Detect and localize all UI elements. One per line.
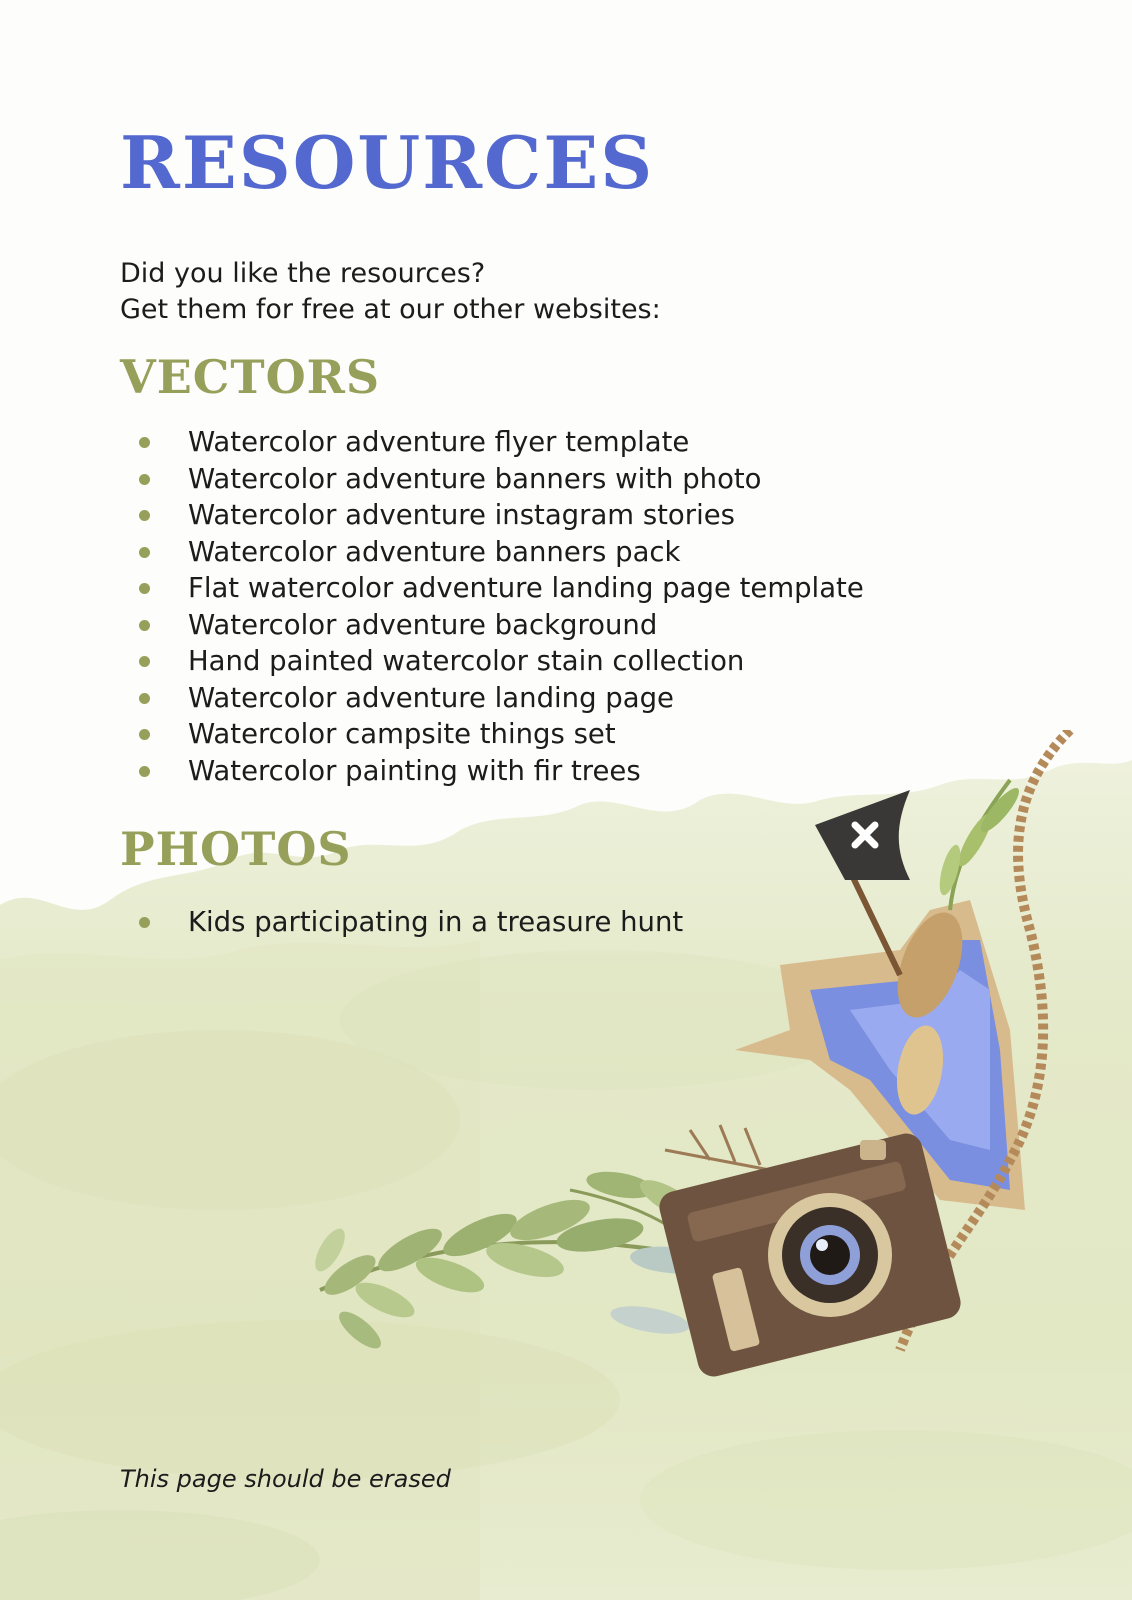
list-item[interactable] (120, 424, 864, 461)
resource-link[interactable]: Watercolor adventure flyer template (188, 426, 690, 458)
bullet-icon (139, 547, 150, 558)
bullet-icon (139, 729, 150, 740)
list-item[interactable] (120, 904, 683, 941)
bullet-icon (139, 656, 150, 667)
resource-link[interactable]: Watercolor campsite things set (188, 718, 616, 750)
intro-line: Did you like the resources? (120, 258, 486, 289)
resource-link[interactable]: Watercolor adventure landing page (188, 681, 674, 714)
bullet-icon (139, 583, 150, 594)
vectors-list (120, 424, 864, 789)
resource-link[interactable]: Watercolor adventure banners with photo (188, 462, 762, 495)
intro-line: Get them for free at our other websites: (120, 294, 661, 325)
resource-link[interactable]: Watercolor adventure instagram stories (188, 499, 735, 531)
bullet-icon (139, 437, 150, 448)
footer-note: This page should be erased (120, 1465, 451, 1493)
list-item[interactable] (120, 497, 864, 534)
resource-link[interactable]: Watercolor adventure banners pack (188, 535, 681, 568)
list-item[interactable] (120, 570, 864, 607)
bullet-icon (139, 474, 150, 485)
resource-link[interactable]: Hand painted watercolor stain collection (188, 645, 745, 677)
bullet-icon (139, 510, 150, 521)
list-item[interactable] (120, 534, 864, 571)
resource-link[interactable]: Watercolor adventure background (188, 608, 658, 641)
list-item[interactable] (120, 643, 864, 680)
bullet-icon (139, 917, 150, 928)
list-item[interactable] (120, 753, 864, 790)
bullet-icon (139, 693, 150, 704)
list-item[interactable] (120, 461, 864, 498)
list-item[interactable] (120, 607, 864, 644)
bullet-icon (139, 620, 150, 631)
intro-text (120, 256, 661, 328)
resource-link[interactable]: Flat watercolor adventure landing page template (188, 572, 864, 604)
page-title: RESOURCES (120, 120, 655, 205)
vectors-heading: VECTORS (120, 350, 381, 404)
photos-heading: PHOTOS (120, 822, 352, 876)
resource-link[interactable]: Watercolor painting with fir trees (188, 754, 641, 787)
list-item[interactable] (120, 716, 864, 753)
resource-link[interactable]: Kids participating in a treasure hunt (188, 906, 684, 938)
bullet-icon (139, 766, 150, 777)
photos-list (120, 904, 683, 941)
list-item[interactable] (120, 680, 864, 717)
